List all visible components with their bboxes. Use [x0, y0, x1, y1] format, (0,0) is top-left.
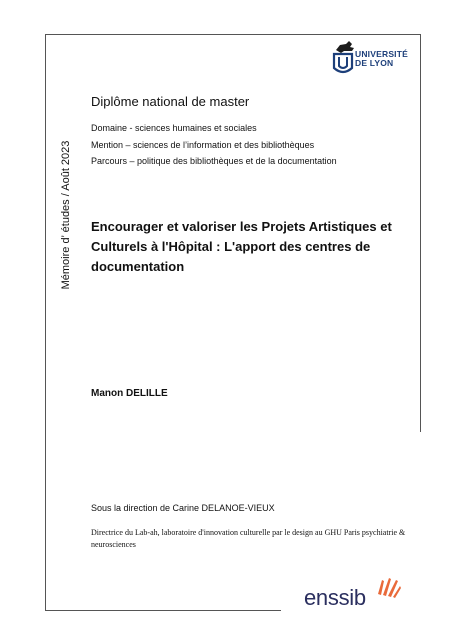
mention-line: Mention – sciences de l’information et des bibliothèques	[91, 140, 315, 150]
memoir-title: Encourager et valoriser les Projets Artistiques et Culturels à l'Hôpital : L'apport des centres de documentation	[91, 219, 392, 274]
enssib-logo-text: enssib	[304, 585, 366, 610]
frame-right-line	[420, 34, 421, 432]
author-name: Manon DELILLE	[91, 388, 168, 399]
parcours-line: Parcours – politique des bibliothèques et de la documentation	[91, 156, 337, 166]
supervisor-description: Directrice du Lab-ah, laboratoire d'innovation culturelle par le design au GHU Paris psychiatrie & neurosciences	[91, 528, 406, 549]
logo-line-1: UNIVERSITÉ	[355, 49, 409, 59]
logo-line-2: DE LYON	[355, 58, 394, 68]
frame-left-line	[45, 34, 46, 610]
frame-top-line	[45, 34, 421, 35]
enssib-rays-icon	[374, 574, 402, 598]
supervisor-line: Sous la direction de Carine DELANOE-VIEUX	[91, 503, 275, 513]
university-logo-text	[355, 50, 408, 68]
memoir-date-label: Mémoire d’ études / Août 2023	[60, 140, 72, 290]
frame-bottom-line	[45, 610, 281, 611]
domaine-line: Domaine - sciences humaines et sociales	[91, 123, 257, 133]
diploma-heading: Diplôme national de master	[91, 94, 250, 109]
